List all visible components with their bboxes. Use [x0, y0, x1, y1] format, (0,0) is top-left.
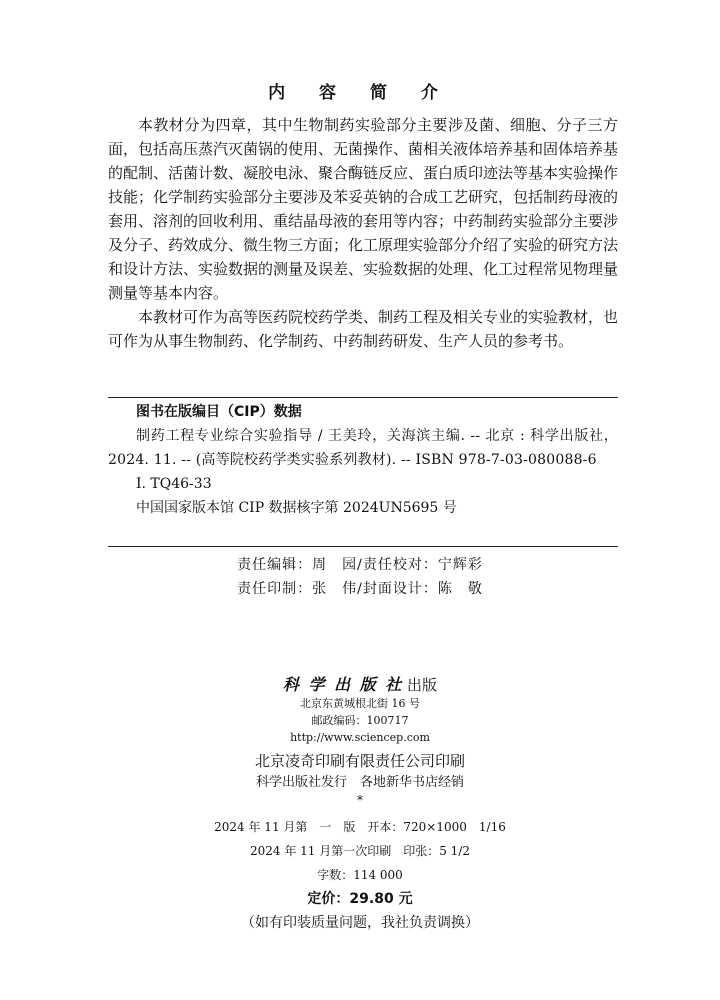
- printing-info: 2024 年 11 月第一次印刷 印张：5 1/2: [249, 844, 470, 858]
- spec-block: [0, 815, 720, 935]
- edition-info: 2024 年 11 月第 一 版 开本：720×1000 1/16: [214, 820, 506, 834]
- publisher-block: [0, 676, 720, 793]
- distribution: 科学出版社发行 各地新华书店经销: [255, 775, 464, 790]
- quality-note: （如有印装质量问题，我社负责调换）: [241, 915, 479, 931]
- page-title: 内 容 简 介: [268, 83, 452, 103]
- credits-print-line: 责任印制：张 伟/封面设计：陈 敬: [237, 581, 483, 597]
- price: 定价：29.80 元: [307, 891, 413, 907]
- cip-record: 制药工程专业综合实验指导 / 王美玲，关海滨主编. -- 北京 : 科学出版社，2024. 11. -- (高等院校药学类实验系列教材). -- ISBN 978-7-03-080088-6: [108, 428, 618, 468]
- credits: [0, 553, 720, 601]
- word-count: 字数：114 000: [317, 868, 403, 882]
- cip-top-rule: [108, 397, 618, 398]
- publisher-name: 科 学 出 版 社: [282, 675, 404, 694]
- credits-editor-line: 责任编辑：周 园/责任校对：宁辉彩: [237, 557, 483, 573]
- intro-paragraph-1: 本教材分为四章，其中生物制药实验部分主要涉及菌、细胞、分子三方面，包括高压蒸汽灭菌锅的使用、无菌操作、菌相关液体培养基和固体培养基的配制、活菌计数、凝胶电泳、聚合酶链反应、蛋白质印迹法等基本实验操作技能；化学制药实验部分主要涉及苯妥英钠的合成工艺研究，包括制药母液的套用、溶剂的回收利用、重结晶母液的套用等内容；中药制药实验部分主要涉及分子、药效成分、微生物三方面；化工原理实验部分介绍了实验的研究方法和设计方法、实验数据的测量及误差、实验数据的处理、化工过程常见物理量测量等基本内容。: [108, 116, 619, 302]
- cip-heading: 图书在版编目（CIP）数据: [136, 404, 302, 420]
- cip-bottom-rule: [108, 546, 618, 547]
- publisher-suffix: 出版: [407, 676, 438, 694]
- introduction: [108, 113, 618, 353]
- cip-classification: Ⅰ. TQ46-33: [136, 476, 212, 492]
- separator-star: *: [357, 793, 363, 807]
- cip-number: 中国国家版本馆 CIP 数据核字第 2024UN5695 号: [136, 500, 457, 516]
- cip-block: [108, 400, 618, 520]
- publisher-address: 北京东黄城根北街 16 号: [300, 697, 420, 710]
- publisher-postcode: 邮政编码：100717: [311, 714, 409, 727]
- publisher-url: http://www.sciencep.com: [290, 731, 430, 744]
- printer: 北京凌奇印刷有限责任公司印刷: [254, 752, 465, 770]
- intro-paragraph-2: 本教材可作为高等医药院校药学类、制药工程及相关专业的实验教材，也可作为从事生物制药、化学制药、中药制药研发、生产人员的参考书。: [108, 308, 619, 350]
